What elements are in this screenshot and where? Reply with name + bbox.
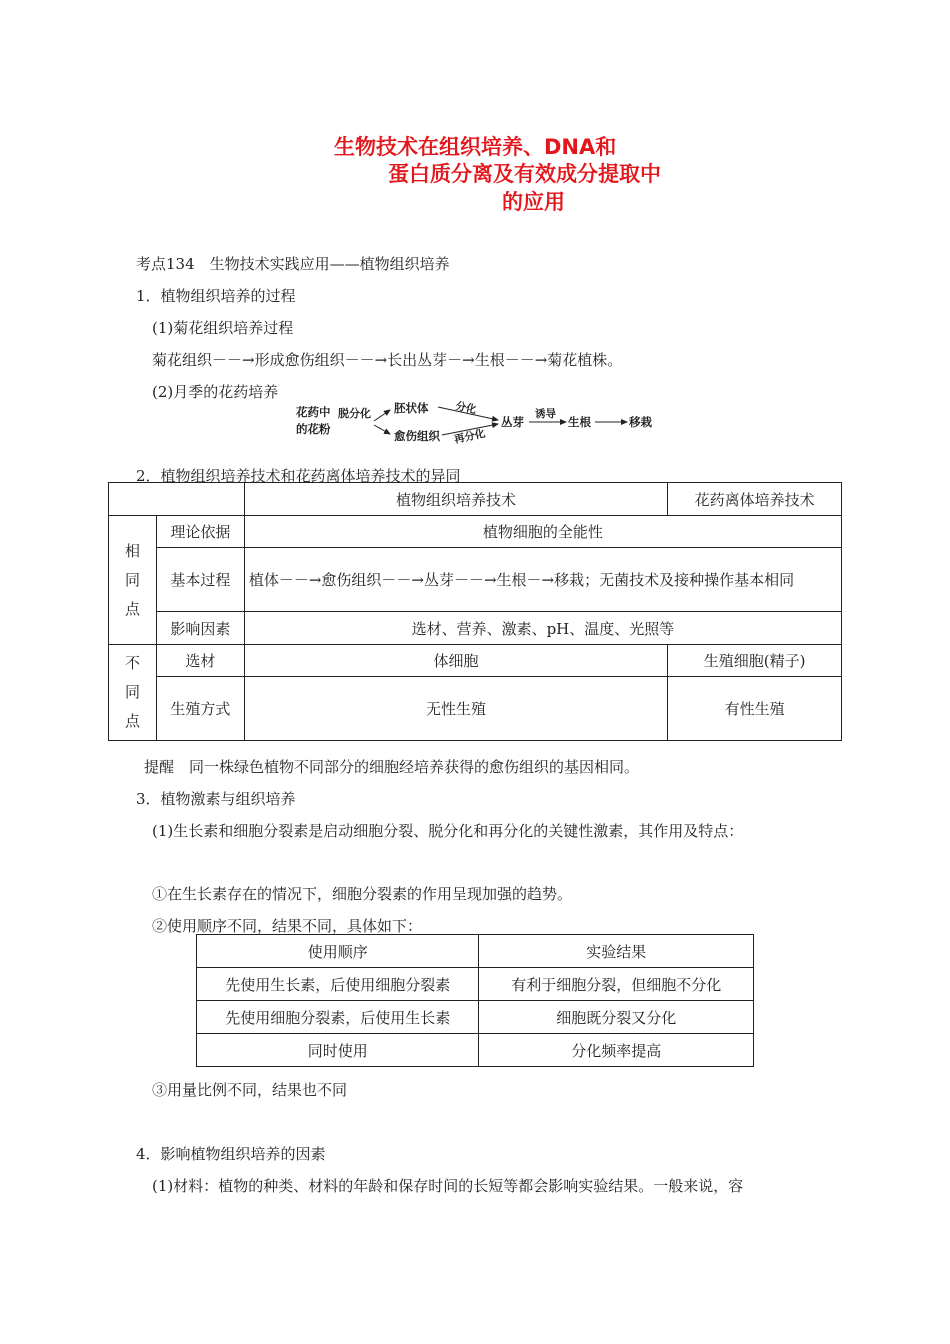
- title-line-3: 的应用: [502, 190, 565, 214]
- row-value-material-anther: 生殖细胞(精子): [668, 645, 842, 677]
- hormone-header-row: [197, 935, 754, 968]
- header-experiment-result: 实验结果: [479, 935, 754, 968]
- diagram-node-buds: 丛芽: [501, 415, 524, 429]
- group-same-cell: [109, 516, 157, 645]
- diagram-node-embryoid: 胚状体: [394, 401, 429, 415]
- diagram-label-dedifferentiate: 脱分化: [338, 407, 371, 420]
- section-3-sub-1: (1)生长素和细胞分裂素是启动细胞分裂、脱分化和再分化的关键性激素，其作用及特点：: [152, 822, 744, 840]
- diagram-label-induce: 诱导: [535, 408, 556, 420]
- usage-order-cell: 同时使用: [197, 1034, 479, 1067]
- row-value-reproduction-anther: 有性生殖: [668, 677, 842, 741]
- diagram-arrow-to-embryoid: [374, 410, 390, 421]
- group-same-label: 相同点: [124, 541, 140, 618]
- section-4-sub-1: (1)材料：植物的种类、材料的年龄和保存时间的长短等都会影响实验结果。一般来说，容: [152, 1177, 744, 1195]
- table-row: [197, 1001, 754, 1034]
- row-label-factors: 影响因素: [156, 612, 244, 645]
- group-diff-label: 不同点: [124, 654, 140, 730]
- hormone-order-table: [196, 934, 754, 1067]
- section-3-heading: 3．植物激素与组织培养: [136, 790, 296, 808]
- table-row: [109, 645, 842, 677]
- row-label-material: 选材: [156, 645, 244, 677]
- section-1-heading: 1．植物组织培养的过程: [136, 287, 296, 305]
- experiment-result-cell: 细胞既分裂又分化: [479, 1001, 754, 1034]
- header-usage-order: 使用顺序: [197, 935, 479, 968]
- table-corner-cell: [109, 483, 245, 516]
- experiment-result-cell: 有利于细胞分裂，但细胞不分化: [479, 968, 754, 1001]
- col-header-tissue-culture: 植物组织培养技术: [244, 483, 667, 516]
- row-label-process: 基本过程: [156, 548, 244, 612]
- section-1-sub-1: (1)菊花组织培养过程: [152, 319, 294, 337]
- chrysanthemum-flow: 菊花组织－－→形成愈伤组织－－→长出丛芽－→生根－－→菊花植株。: [152, 351, 623, 369]
- row-value-factors: 选材、营养、激素、pH、温度、光照等: [244, 612, 841, 645]
- row-label-reproduction: 生殖方式: [156, 677, 244, 741]
- kaodian-heading: 考点134 生物技术实践应用——植物组织培养: [136, 255, 450, 273]
- diagram-node-root: 生根: [568, 415, 591, 429]
- group-diff-cell: [109, 645, 157, 741]
- col-header-anther-culture: 花药离体培养技术: [668, 483, 842, 516]
- diagram-start-line1: 花药中: [296, 405, 331, 419]
- row-value-process: 植体－－→愈伤组织－－→丛芽－－→生根－→移栽；无菌技术及接种操作基本相同: [244, 548, 841, 612]
- table-row: [197, 1034, 754, 1067]
- table-row: [197, 968, 754, 1001]
- row-value-theory: 植物细胞的全能性: [244, 516, 841, 548]
- table-row: [109, 548, 842, 612]
- anther-culture-diagram: [290, 396, 670, 446]
- section-3-point-3: ③用量比例不同，结果也不同: [152, 1081, 348, 1099]
- diagram-start-line2: 的花粉: [296, 422, 331, 436]
- diagram-node-callus: 愈伤组织: [394, 429, 440, 443]
- section-4-heading: 4．影响植物组织培养的因素: [136, 1145, 326, 1163]
- row-label-theory: 理论依据: [156, 516, 244, 548]
- experiment-result-cell: 分化频率提高: [479, 1034, 754, 1067]
- section-2-heading: 2．植物组织培养技术和花药离体培养技术的异同: [136, 467, 461, 485]
- title-line-1: 生物技术在组织培养、DNA和: [334, 135, 617, 159]
- diagram-node-transplant: 移栽: [629, 415, 652, 429]
- table-row: [109, 612, 842, 645]
- usage-order-cell: 先使用细胞分裂素，后使用生长素: [197, 1001, 479, 1034]
- tip-text: 提醒 同一株绿色植物不同部分的细胞经培养获得的愈伤组织的基因相同。: [144, 758, 640, 776]
- diagram-label-redifferentiate: 再分化: [453, 427, 487, 446]
- diagram-label-differentiate: 分化: [454, 400, 478, 417]
- row-value-material-tissue: 体细胞: [244, 645, 667, 677]
- table-row: [109, 677, 842, 741]
- comparison-header-row: [109, 483, 842, 516]
- comparison-table: [108, 482, 842, 741]
- usage-order-cell: 先使用生长素，后使用细胞分裂素: [197, 968, 479, 1001]
- diagram-arrow-to-callus: [374, 425, 390, 434]
- table-row: [109, 516, 842, 548]
- section-1-sub-2: (2)月季的花药培养: [152, 383, 279, 401]
- section-3-point-1: ①在生长素存在的情况下，细胞分裂素的作用呈现加强的趋势。: [152, 885, 573, 903]
- row-value-reproduction-tissue: 无性生殖: [244, 677, 667, 741]
- section-3-point-2: ②使用顺序不同，结果不同，具体如下：: [152, 917, 423, 935]
- title-line-2: 蛋白质分离及有效成分提取中: [388, 162, 661, 186]
